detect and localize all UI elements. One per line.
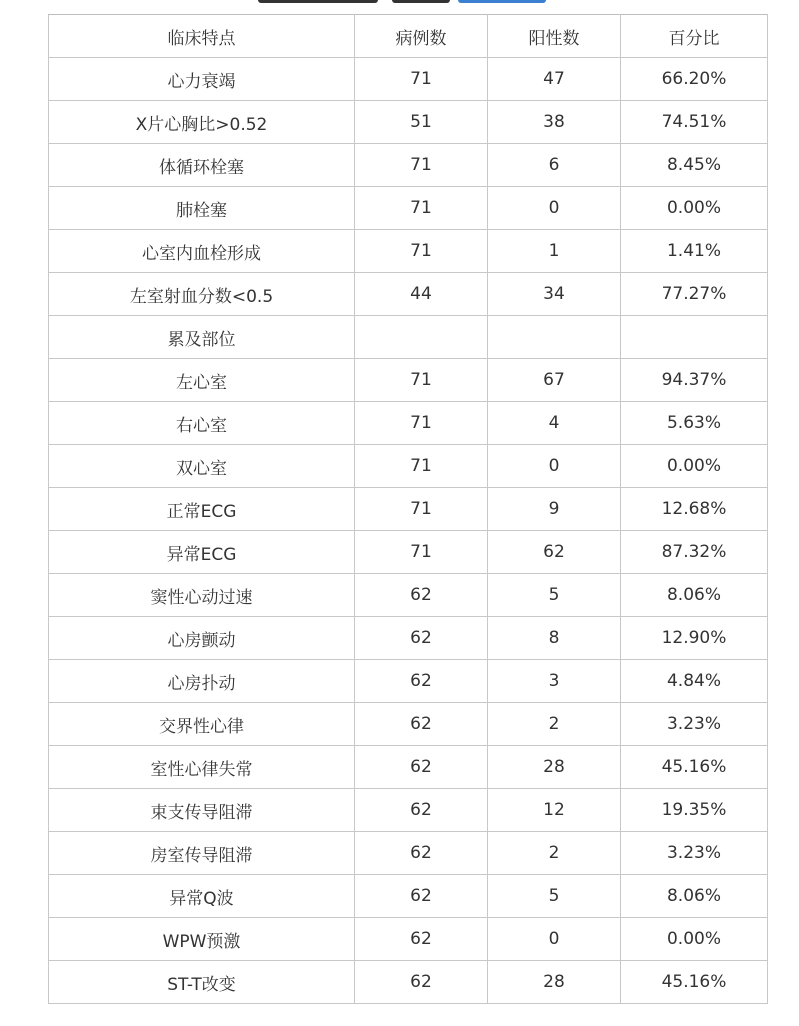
cell-case-count: 71 <box>355 488 488 531</box>
cell-positive-count: 5 <box>488 875 621 918</box>
table-row <box>49 875 768 918</box>
cell-feature: 左心室 <box>49 359 355 402</box>
cell-feature: 心室内血栓形成 <box>49 230 355 273</box>
table-row <box>49 789 768 832</box>
cell-percentage: 5.63% <box>621 402 768 445</box>
table-row <box>49 660 768 703</box>
cell-positive-count: 34 <box>488 273 621 316</box>
cell-case-count: 71 <box>355 187 488 230</box>
table-row <box>49 961 768 1004</box>
cropped-caption-text <box>258 0 378 3</box>
cell-feature: 异常Q波 <box>49 875 355 918</box>
cell-positive-count: 2 <box>488 703 621 746</box>
cell-positive-count: 3 <box>488 660 621 703</box>
cell-feature: 体循环栓塞 <box>49 144 355 187</box>
cell-positive-count: 47 <box>488 58 621 101</box>
cell-feature: 心房扑动 <box>49 660 355 703</box>
table-body <box>49 58 768 1004</box>
cell-case-count: 71 <box>355 531 488 574</box>
cell-positive-count: 5 <box>488 574 621 617</box>
cell-feature: 室性心律失常 <box>49 746 355 789</box>
cell-feature: 左室射血分数<0.5 <box>49 273 355 316</box>
cell-case-count: 62 <box>355 703 488 746</box>
cell-positive-count: 28 <box>488 961 621 1004</box>
cell-percentage: 12.68% <box>621 488 768 531</box>
cell-feature: 累及部位 <box>49 316 355 359</box>
cell-percentage: 4.84% <box>621 660 768 703</box>
header-case-count: 病例数 <box>355 15 488 58</box>
cell-case-count: 62 <box>355 918 488 961</box>
table-row <box>49 230 768 273</box>
cell-percentage: 77.27% <box>621 273 768 316</box>
table-row <box>49 359 768 402</box>
table-row <box>49 832 768 875</box>
cell-percentage: 8.06% <box>621 574 768 617</box>
cell-case-count: 62 <box>355 961 488 1004</box>
cell-percentage: 45.16% <box>621 746 768 789</box>
cell-case-count: 44 <box>355 273 488 316</box>
cell-feature: 心力衰竭 <box>49 58 355 101</box>
cell-positive-count <box>488 316 621 359</box>
cell-feature: 肺栓塞 <box>49 187 355 230</box>
cell-percentage: 45.16% <box>621 961 768 1004</box>
cell-case-count: 71 <box>355 445 488 488</box>
table-row <box>49 703 768 746</box>
cell-case-count: 62 <box>355 574 488 617</box>
table-row <box>49 531 768 574</box>
cell-positive-count: 0 <box>488 918 621 961</box>
cell-percentage: 0.00% <box>621 918 768 961</box>
cell-feature: 正常ECG <box>49 488 355 531</box>
cropped-caption-text <box>392 0 450 3</box>
cell-case-count: 71 <box>355 58 488 101</box>
cell-percentage: 19.35% <box>621 789 768 832</box>
cell-feature: 房室传导阻滞 <box>49 832 355 875</box>
cropped-caption-strip <box>0 0 799 14</box>
cell-feature: X片心胸比>0.52 <box>49 101 355 144</box>
table-row <box>49 488 768 531</box>
table-row <box>49 445 768 488</box>
cell-percentage: 1.41% <box>621 230 768 273</box>
cell-case-count: 71 <box>355 144 488 187</box>
clinical-features-table <box>48 14 768 1004</box>
cell-percentage: 12.90% <box>621 617 768 660</box>
cell-percentage: 74.51% <box>621 101 768 144</box>
cell-percentage: 66.20% <box>621 58 768 101</box>
cell-positive-count: 12 <box>488 789 621 832</box>
cell-positive-count: 62 <box>488 531 621 574</box>
cell-case-count: 71 <box>355 359 488 402</box>
cell-positive-count: 8 <box>488 617 621 660</box>
table-row <box>49 316 768 359</box>
table-row <box>49 617 768 660</box>
cell-positive-count: 9 <box>488 488 621 531</box>
header-clinical-feature: 临床特点 <box>49 15 355 58</box>
cell-case-count: 62 <box>355 660 488 703</box>
table-row <box>49 58 768 101</box>
table-row <box>49 273 768 316</box>
cell-feature: WPW预激 <box>49 918 355 961</box>
table-row <box>49 101 768 144</box>
cell-percentage <box>621 316 768 359</box>
cell-case-count: 51 <box>355 101 488 144</box>
table-row <box>49 918 768 961</box>
cell-percentage: 8.06% <box>621 875 768 918</box>
cell-positive-count: 0 <box>488 445 621 488</box>
cell-case-count: 62 <box>355 832 488 875</box>
table-header-row <box>49 15 768 58</box>
cell-percentage: 3.23% <box>621 703 768 746</box>
cell-positive-count: 1 <box>488 230 621 273</box>
cell-feature: 交界性心律 <box>49 703 355 746</box>
cell-positive-count: 4 <box>488 402 621 445</box>
header-percentage: 百分比 <box>621 15 768 58</box>
cell-case-count: 71 <box>355 402 488 445</box>
cell-case-count <box>355 316 488 359</box>
cell-positive-count: 0 <box>488 187 621 230</box>
cell-feature: 束支传导阻滞 <box>49 789 355 832</box>
cell-feature: 右心室 <box>49 402 355 445</box>
cropped-caption-highlight <box>458 0 546 3</box>
cell-positive-count: 38 <box>488 101 621 144</box>
cell-case-count: 71 <box>355 230 488 273</box>
cell-percentage: 0.00% <box>621 187 768 230</box>
cell-positive-count: 2 <box>488 832 621 875</box>
table-row <box>49 187 768 230</box>
cell-positive-count: 67 <box>488 359 621 402</box>
cell-feature: 双心室 <box>49 445 355 488</box>
cell-percentage: 94.37% <box>621 359 768 402</box>
cell-percentage: 0.00% <box>621 445 768 488</box>
table-row <box>49 144 768 187</box>
cell-feature: ST-T改变 <box>49 961 355 1004</box>
cell-feature: 异常ECG <box>49 531 355 574</box>
table-row <box>49 402 768 445</box>
table-row <box>49 746 768 789</box>
table-row <box>49 574 768 617</box>
cell-positive-count: 28 <box>488 746 621 789</box>
cell-case-count: 62 <box>355 789 488 832</box>
cell-percentage: 8.45% <box>621 144 768 187</box>
cell-feature: 心房颤动 <box>49 617 355 660</box>
cell-positive-count: 6 <box>488 144 621 187</box>
cell-percentage: 3.23% <box>621 832 768 875</box>
cell-case-count: 62 <box>355 875 488 918</box>
cell-percentage: 87.32% <box>621 531 768 574</box>
header-positive-count: 阳性数 <box>488 15 621 58</box>
cell-feature: 窦性心动过速 <box>49 574 355 617</box>
cell-case-count: 62 <box>355 746 488 789</box>
cell-case-count: 62 <box>355 617 488 660</box>
